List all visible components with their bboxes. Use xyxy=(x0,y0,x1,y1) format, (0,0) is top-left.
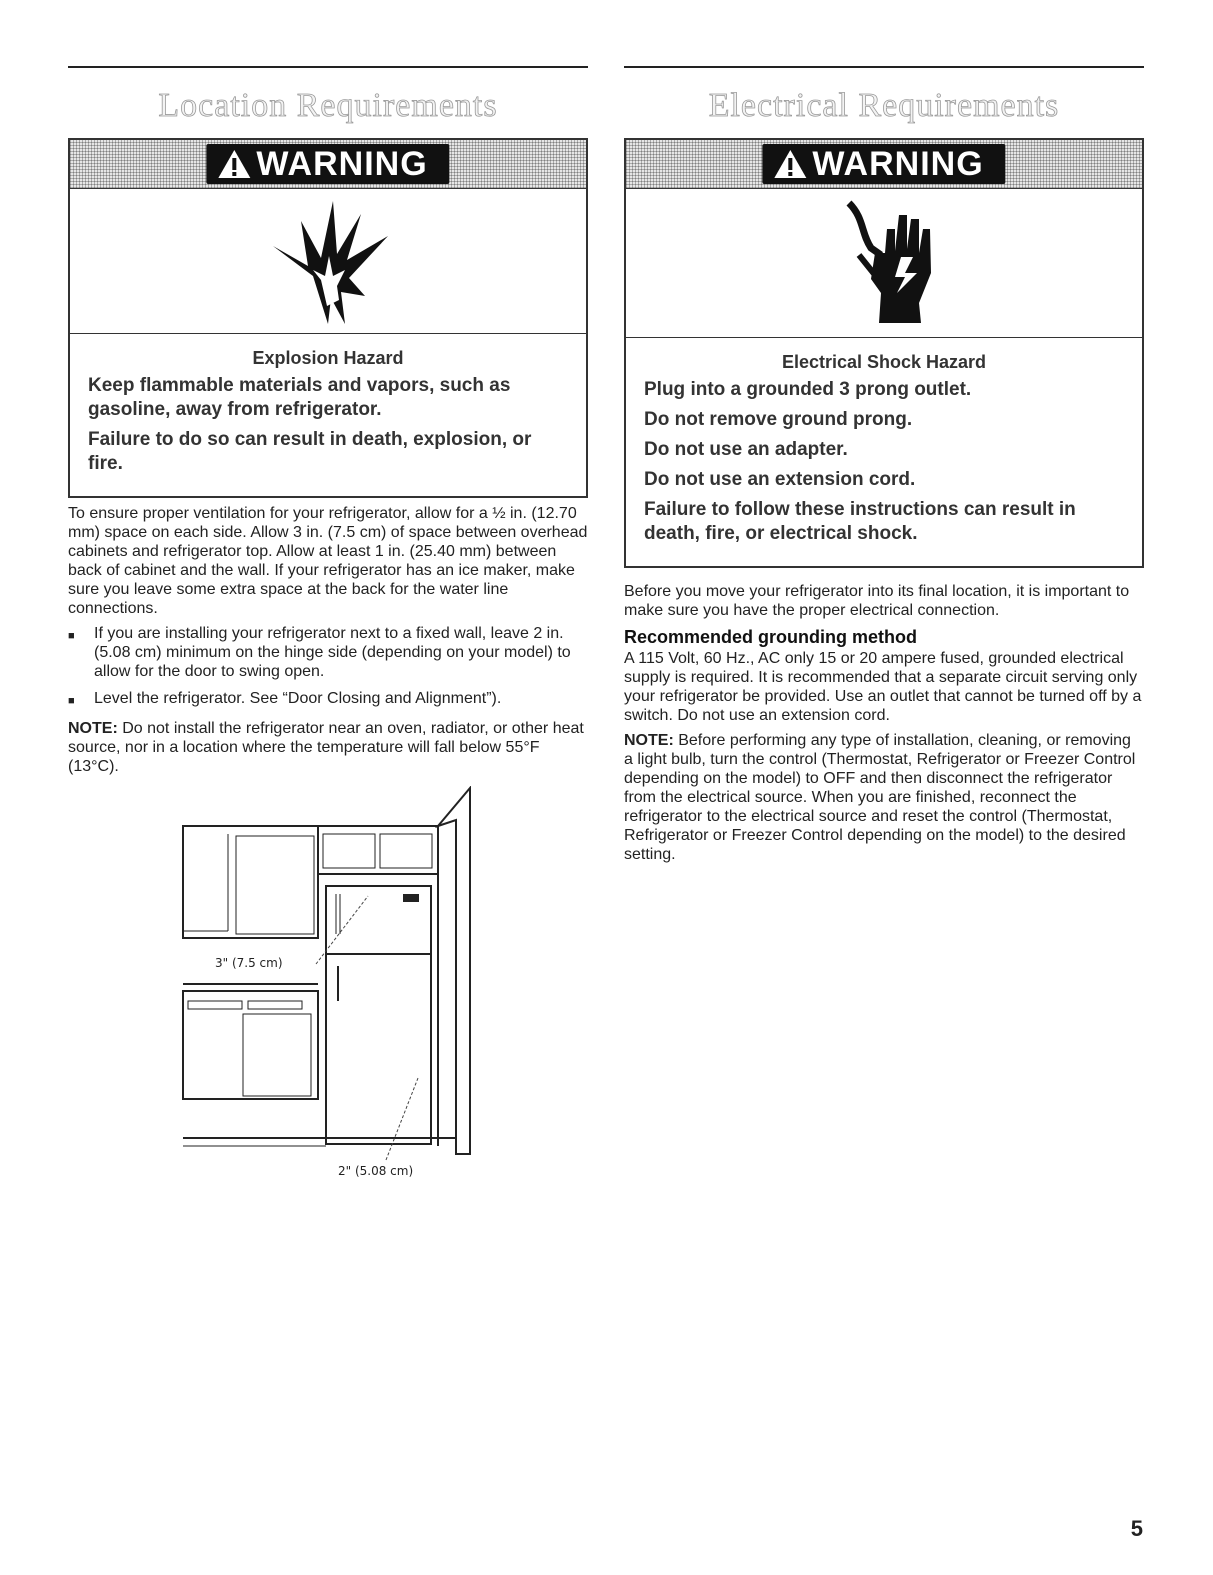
location-body xyxy=(68,504,588,776)
side-clearance-label: 2" (5.08 cm) xyxy=(338,1164,414,1178)
hazard-line: Failure to do so can result in death, explosion, or fire. xyxy=(88,429,532,474)
hazard-line: Failure to follow these instructions can result in death, fire, or electrical shock. xyxy=(644,499,1076,544)
explosion-icon xyxy=(70,189,586,334)
bullet-square-icon: ■ xyxy=(68,630,75,642)
note-paragraph xyxy=(68,719,588,776)
note-text: Before performing any type of installation, cleaning, or removing a light bulb, turn the control (Thermostat, Refrigerator or Freezer Control depending on the model) to OFF and then disconnect the refrigerator from the electrical source. When you are finished, reconnect the refrigerator to the electrical source and reset the control (Thermostat, Refrigerator or Freezer Control depending on the model) to the desired setting. xyxy=(624,732,1136,863)
top-rule xyxy=(68,66,588,68)
hazard-line: Do not use an adapter. xyxy=(644,439,848,460)
hazard-line: Plug into a grounded 3 prong outlet. xyxy=(644,379,972,400)
clearance-diagram xyxy=(68,786,588,1176)
hazard-text xyxy=(70,334,586,496)
intro-paragraph: Before you move your refrigerator into its final location, it is important to make sure you have the proper electrical connection. xyxy=(624,583,1130,619)
top-clearance-label: 3" (7.5 cm) xyxy=(215,956,283,970)
intro-paragraph: To ensure proper ventilation for your refrigerator, allow for a ½ in. (12.70 mm) space on each side. Allow 3 in. (7.5 cm) of space between overhead cabinets and refrigerator top. Allow at least 1 in. (25.40 mm) between back of cabinet and the wall. If your refrigerator has an ice maker, make sure you leave some extra space at the back for the water line connections. xyxy=(68,505,588,617)
note-label: NOTE: xyxy=(68,720,118,737)
electrical-body xyxy=(624,582,1144,864)
electrical-shock-icon xyxy=(626,189,1142,338)
list-item: ■ Level the refrigerator. See “Door Closing and Alignment”). xyxy=(68,689,588,711)
bullet-square-icon: ■ xyxy=(68,695,75,707)
explosion-warning-box xyxy=(68,138,588,498)
location-requirements-column xyxy=(68,66,588,1176)
hazard-title: Explosion Hazard xyxy=(252,348,404,368)
electrical-requirements-column xyxy=(624,66,1144,870)
grounding-paragraph: A 115 Volt, 60 Hz., AC only 15 or 20 ampere fused, grounded electrical supply is required. It is recommended that a separate circuit serving only your refrigerator be provided. Use an outlet that cannot be turned off by a switch. Do not use an extension cord. xyxy=(624,650,1142,724)
note-paragraph xyxy=(624,731,1144,864)
page-number: 5 xyxy=(1130,1516,1143,1541)
warning-label: WARNING xyxy=(762,144,1005,184)
hazard-line: Do not use an extension cord. xyxy=(644,469,916,490)
warning-header xyxy=(626,140,1142,189)
hazard-title: Electrical Shock Hazard xyxy=(781,352,987,372)
warning-label: WARNING xyxy=(206,144,449,184)
section-title-electrical: Electrical Requirements xyxy=(708,87,1060,124)
note-text: Do not install the refrigerator near an oven, radiator, or other heat source, nor in a location where the temperature will fall below 55°F (13°C). xyxy=(68,720,584,775)
refrigerator-cabinet-illustration xyxy=(68,786,588,1176)
top-rule xyxy=(624,66,1144,68)
note-label: NOTE: xyxy=(624,732,674,749)
warning-triangle-icon xyxy=(216,148,252,180)
hazard-line: Keep flammable materials and vapors, such as gasoline, away from refrigerator. xyxy=(88,375,511,420)
warning-header xyxy=(70,140,586,189)
list-item: ■ If you are installing your refrigerator next to a fixed wall, leave 2 in. (5.08 cm) minimum on the hinge side (depending on your model) to allow for the door to swing open. xyxy=(68,625,571,680)
hazard-line: Do not remove ground prong. xyxy=(644,409,913,430)
section-title-location: Location Requirements xyxy=(158,87,498,124)
electrical-warning-box xyxy=(624,138,1144,568)
subheading-grounding: Recommended grounding method xyxy=(624,627,918,647)
warning-triangle-icon xyxy=(772,148,808,180)
hazard-text xyxy=(626,338,1142,566)
